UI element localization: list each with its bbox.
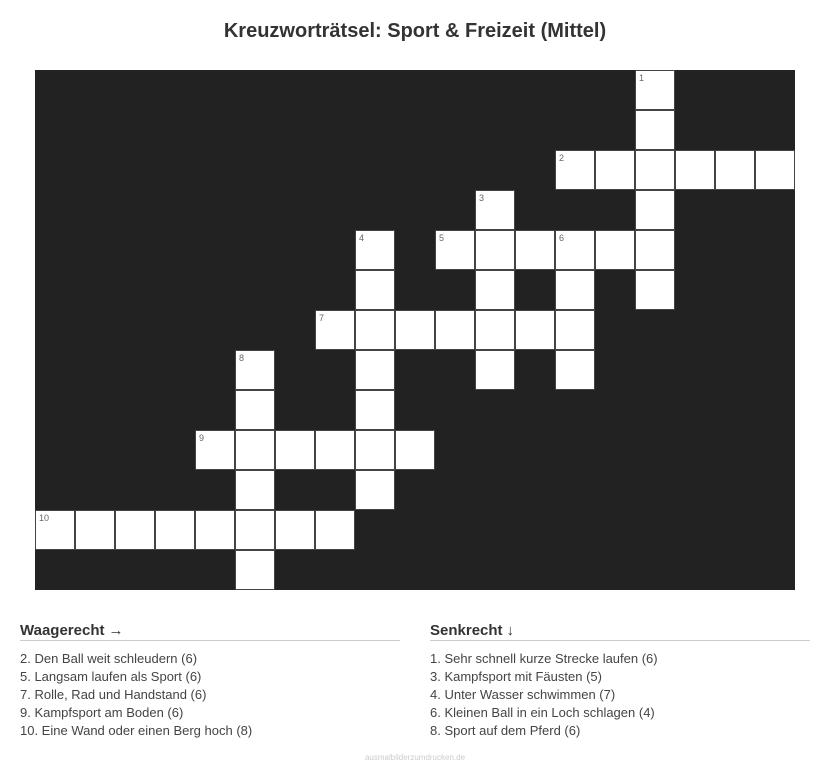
crossword-cell[interactable] (355, 350, 395, 390)
crossword-cell[interactable] (555, 350, 595, 390)
down-clue: 3. Kampfsport mit Fäusten (5) (430, 669, 602, 684)
crossword-cell[interactable] (395, 310, 435, 350)
crossword-cell[interactable] (555, 150, 595, 190)
crossword-cell[interactable] (715, 150, 755, 190)
crossword-cell[interactable] (355, 430, 395, 470)
crossword-cell[interactable] (635, 190, 675, 230)
crossword-cell[interactable] (475, 230, 515, 270)
crossword-cell[interactable] (435, 310, 475, 350)
clue-number: 6 (559, 233, 565, 243)
down-clue: 6. Kleinen Ball in ein Loch schlagen (4) (430, 705, 655, 720)
crossword-cell[interactable] (515, 230, 555, 270)
crossword-cell[interactable] (635, 70, 675, 110)
crossword-cell[interactable] (475, 350, 515, 390)
clue-number: 7 (319, 313, 325, 323)
crossword-cell[interactable] (475, 190, 515, 230)
crossword-cell[interactable] (555, 230, 595, 270)
crossword-cell[interactable] (635, 270, 675, 310)
across-clue: 5. Langsam laufen als Sport (6) (20, 669, 202, 684)
crossword-cell[interactable] (195, 430, 235, 470)
across-heading-label: Waagerecht (20, 622, 105, 639)
crossword-cell[interactable] (235, 430, 275, 470)
clue-number: 2 (559, 153, 565, 163)
crossword-cell[interactable] (235, 390, 275, 430)
across-clue: 10. Eine Wand oder einen Berg hoch (8) (20, 723, 253, 738)
footer-credit: ausmalbilderzumdrucken.de (364, 753, 466, 762)
crossword-cell[interactable] (475, 270, 515, 310)
crossword-cell[interactable] (555, 310, 595, 350)
crossword-cell[interactable] (235, 470, 275, 510)
crossword-cell[interactable] (515, 310, 555, 350)
crossword-cell[interactable] (355, 230, 395, 270)
arrow-right-icon: → (108, 622, 124, 639)
across-clue: 2. Den Ball weit schleudern (6) (20, 651, 198, 666)
clue-number: 5 (439, 233, 445, 243)
clue-number: 8 (239, 353, 245, 363)
down-clue: 1. Sehr schnell kurze Strecke laufen (6) (430, 651, 658, 666)
crossword-cell[interactable] (35, 510, 75, 550)
crossword-cell[interactable] (115, 510, 155, 550)
clue-number: 4 (359, 233, 365, 243)
crossword-cell[interactable] (475, 310, 515, 350)
crossword-cell[interactable] (595, 150, 635, 190)
clue-number: 1 (639, 73, 645, 83)
crossword-cell[interactable] (635, 110, 675, 150)
crossword-grid (35, 70, 795, 590)
crossword-cell[interactable] (75, 510, 115, 550)
crossword-cell[interactable] (275, 510, 315, 550)
crossword-cell[interactable] (355, 310, 395, 350)
down-clues (430, 622, 810, 740)
down-clue: 8. Sport auf dem Pferd (6) (430, 723, 581, 738)
across-clues (20, 622, 400, 740)
down-clue: 4. Unter Wasser schwimmen (7) (430, 687, 616, 702)
crossword-cell[interactable] (755, 150, 795, 190)
crossword-cell[interactable] (315, 510, 355, 550)
crossword-cell[interactable] (235, 350, 275, 390)
crossword-cell[interactable] (235, 550, 275, 590)
clue-number: 10 (39, 513, 50, 523)
crossword-cell[interactable] (595, 230, 635, 270)
arrow-down-icon: ↓ (506, 622, 515, 639)
across-heading (20, 622, 400, 641)
crossword-cell[interactable] (395, 430, 435, 470)
crossword-cell[interactable] (195, 510, 235, 550)
clue-number: 9 (199, 433, 205, 443)
crossword-cell[interactable] (275, 430, 315, 470)
crossword-cell[interactable] (235, 510, 275, 550)
crossword-cell[interactable] (635, 230, 675, 270)
crossword-cell[interactable] (555, 270, 595, 310)
crossword-cell[interactable] (635, 150, 675, 190)
crossword-cell[interactable] (675, 150, 715, 190)
crossword-cell[interactable] (315, 310, 355, 350)
crossword-cell[interactable] (315, 430, 355, 470)
across-clue: 9. Kampfsport am Boden (6) (20, 705, 184, 720)
crossword-cell[interactable] (155, 510, 195, 550)
crossword-cell[interactable] (435, 230, 475, 270)
page-title: Kreuzworträtsel: Sport & Freizeit (Mittel) (223, 20, 607, 42)
crossword-cell[interactable] (355, 470, 395, 510)
crossword-cell[interactable] (355, 390, 395, 430)
clue-number: 3 (479, 193, 485, 203)
down-heading (430, 622, 810, 641)
crossword-cell[interactable] (355, 270, 395, 310)
down-heading-label: Senkrecht (430, 622, 503, 639)
across-clue: 7. Rolle, Rad und Handstand (6) (20, 687, 207, 702)
